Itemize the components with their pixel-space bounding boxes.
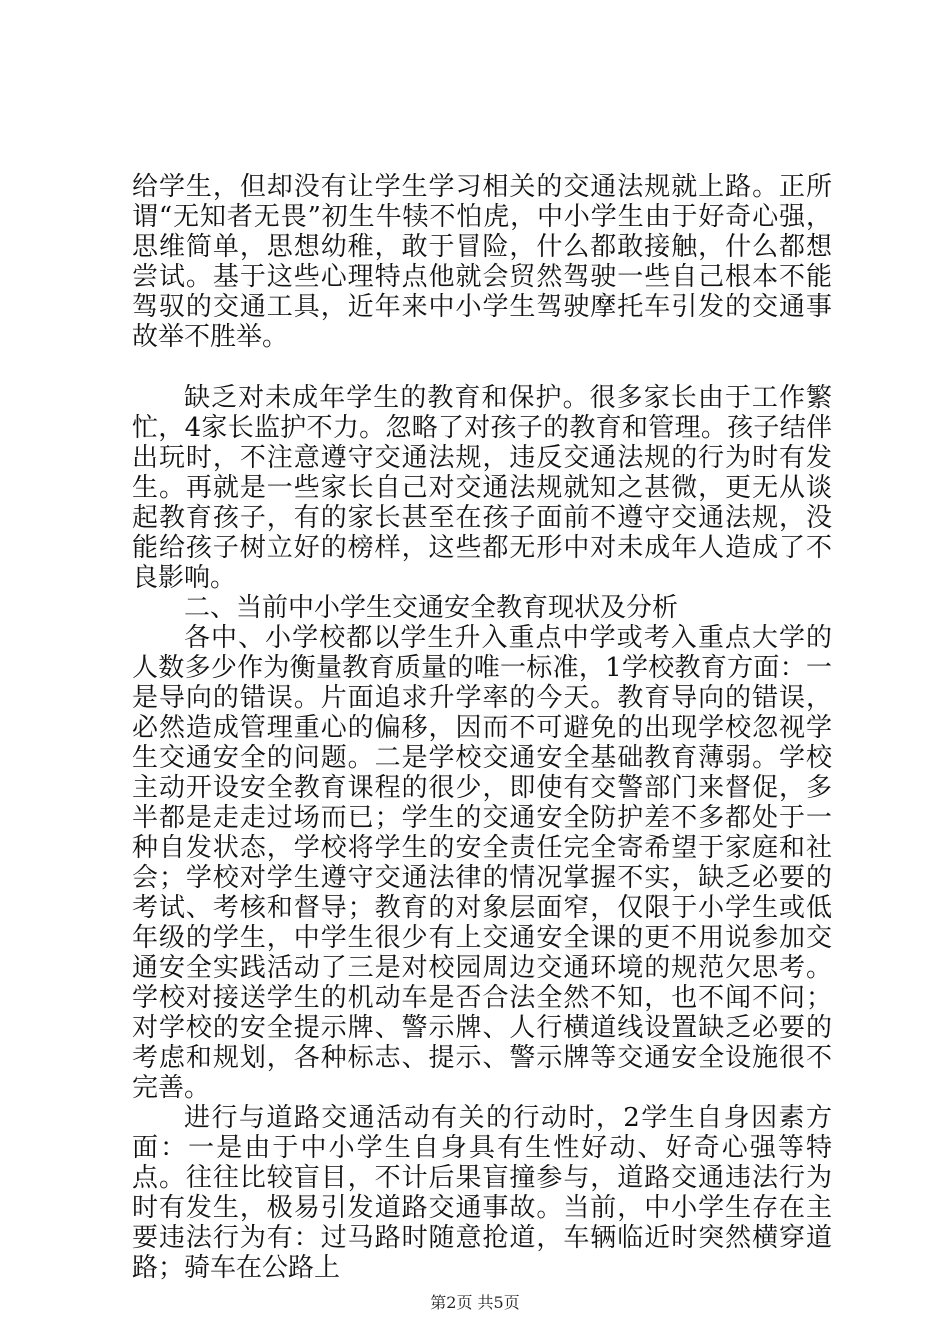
paragraph-parent-guardianship: 缺乏对未成年学生的教育和保护。很多家长由于工作繁忙，4家长监护不力。忽略了对孩子的教育和管理。孩子结伴出玩时，不注意遵守交通法规，违反交通法规的行为时有发生。再就是一些家长自己对交通法规就知之甚微，更无从谈起教育孩子，有的家长甚至在孩子面前不遵守交通法规，没能给孩子树立好的榜样，这些都无形中对未成年人造成了不良影响。 xyxy=(132,383,832,593)
paragraph-gap xyxy=(132,352,832,383)
page-number-footer: 第2页 共5页 xyxy=(430,1293,520,1312)
paragraph-school-education: 各中、小学校都以学生升入重点中学或考入重点大学的人数多少作为衡量教育质量的唯一标准，1学校教育方面：一是导向的错误。片面追求升学率的今天。教育导向的错误，必然造成管理重心的偏移，因而不可避免的出现学校忽视学生交通安全的问题。二是学校交通安全基础教育薄弱。学校主动开设安全教育课程的很少，即使有交警部门来督促，多半都是走走过场而已；学生的交通安全防护差不多都处于一种自发状态，学校将学生的安全责任完全寄希望于家庭和社会；学校对学生遵守交通法律的情况掌握不实，缺乏必要的考试、考核和督导；教育的对象层面窄，仅限于小学生或低年级的学生，中学生很少有上交通安全课的更不用说参加交通安全实践活动了三是对校园周边交通环境的规范欠思考。学校对接送学生的机动车是否合法全然不知，也不闻不问；对学校的安全提示牌、警示牌、人行横道线设置缺乏必要的考虑和规划，各种标志、提示、警示牌等交通安全设施很不完善。 xyxy=(132,623,832,1103)
paragraph-student-factors: 进行与道路交通活动有关的行动时，2学生自身因素方面：一是由于中小学生自身具有生性好动、好奇心强等特点。往往比较盲目，不计后果盲撞参与，道路交通违法行为时有发生，极易引发道路交通事故。当前，中小学生存在主要违法行为有：过马路时随意抢道，车辆临近时突然横穿道路；骑车在公路上 xyxy=(132,1103,832,1283)
paragraph-continuation: 给学生，但却没有让学生学习相关的交通法规就上路。正所谓“无知者无畏”初生牛犊不怕虎，中小学生由于好奇心强，思维简单，思想幼稚，敢于冒险，什么都敢接触，什么都想尝试。基于这些心理特点他就会贸然驾驶一些自己根本不能驾驭的交通工具，近年来中小学生驾驶摩托车引发的交通事故举不胜举。 xyxy=(132,172,832,352)
section-heading: 二、当前中小学生交通安全教育现状及分析 xyxy=(184,593,679,623)
document-body xyxy=(132,172,832,1283)
